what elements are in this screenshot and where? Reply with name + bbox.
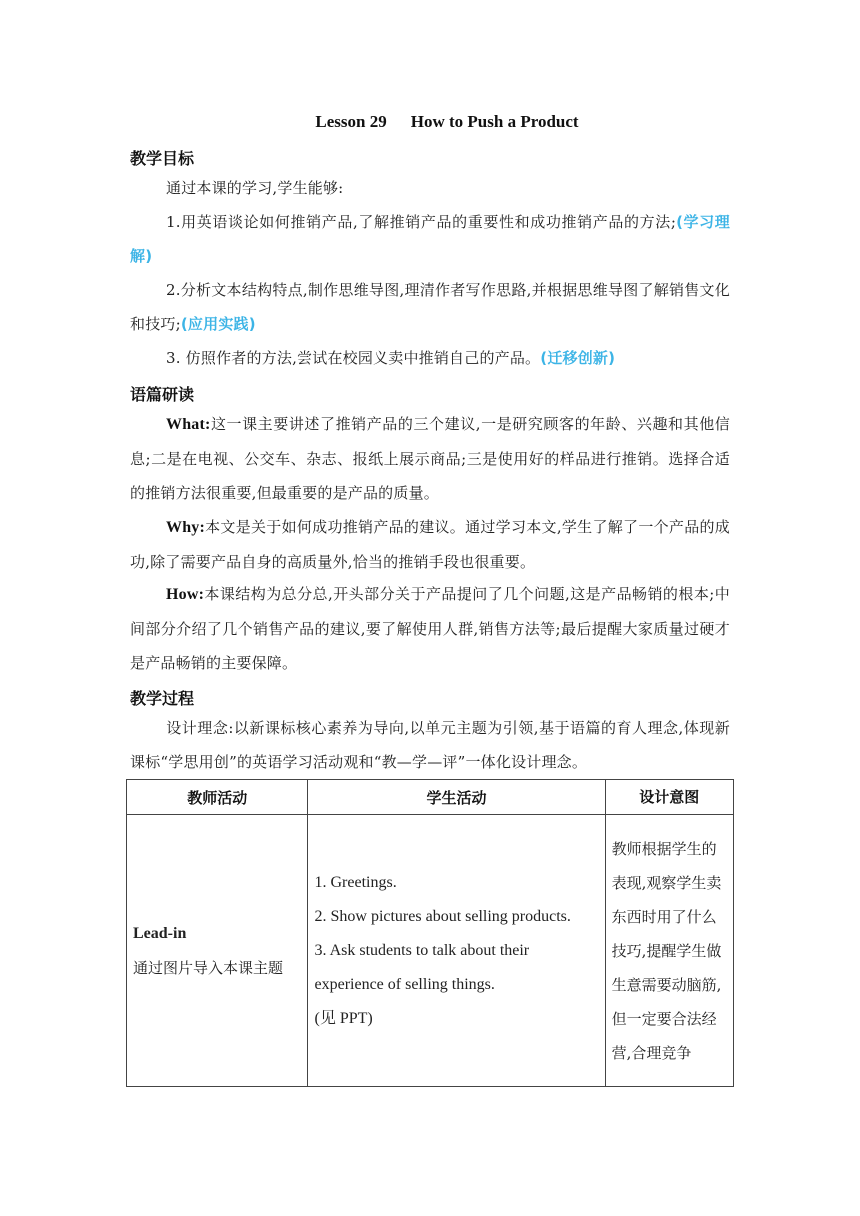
header-intent: 设计意图 xyxy=(605,780,733,815)
lesson-number: Lesson 29 xyxy=(315,112,387,131)
why-paragraph xyxy=(130,510,730,579)
heading-objectives: 教学目标 xyxy=(130,149,195,168)
what-text: 这一课主要讲述了推销产品的三个建议,一是研究顾客的年龄、兴趣和其他信息;二是在电视、公交车、杂志、报纸上展示商品;三是使用好的样品进行推销。选择合适的推销方法很重要,但最重要的是产品的质量。 xyxy=(130,415,730,502)
objective-item-3-text: 3. 仿照作者的方法,尝试在校园义卖中推销自己的产品。 xyxy=(166,349,541,367)
objective-item-2-text: 2.分析文本结构特点,制作思维导图,理清作者写作思路,并根据思维导图了解销售文化和技巧; xyxy=(130,281,730,333)
objective-item-1-text: 1.用英语谈论如何推销产品,了解推销产品的重要性和成功推销产品的方法; xyxy=(166,213,677,231)
why-label: Why: xyxy=(166,519,206,536)
how-paragraph xyxy=(130,577,730,680)
lead-in-text: 通过图片导入本课主题 xyxy=(133,958,284,977)
student-activity-cell xyxy=(308,815,605,1087)
design-intent-cell: 教师根据学生的表现,观察学生卖东西时用了什么技巧,提醒学生做生意需要动脑筋,但一定要合法经营,合理竞争 xyxy=(605,815,733,1087)
process-intro-text: 设计理念:以新课标核心素养为导向,以单元主题为引领,基于语篇的育人理念,体现新课标“学思用创”的英语学习活动观和“教—学—评”一体化设计理念。 xyxy=(130,719,730,771)
lesson-name: How to Push a Product xyxy=(410,112,579,131)
teacher-activity-cell xyxy=(127,815,308,1087)
objective-item-1 xyxy=(130,205,730,273)
what-label: What: xyxy=(166,416,211,433)
how-text: 本课结构为总分总,开头部分关于产品提问了几个问题,这是产品畅销的根本;中间部分介绍了几个销售产品的建议,要了解使用人群,销售方法等;最后提醒大家质量过硬才是产品畅销的主要保障。 xyxy=(130,585,730,672)
header-student: 学生活动 xyxy=(308,780,605,815)
objective-item-2-tag: (应用实践) xyxy=(180,315,256,333)
table-row xyxy=(127,815,734,1087)
objective-item-1-tag: (学习理解) xyxy=(130,213,731,265)
lesson-title xyxy=(0,112,860,132)
process-intro xyxy=(130,711,730,779)
how-label: How: xyxy=(166,586,205,603)
heading-process: 教学过程 xyxy=(130,689,195,708)
student-line-4: (见 PPT) xyxy=(314,1009,373,1027)
what-paragraph xyxy=(130,407,730,510)
header-teacher: 教师活动 xyxy=(127,780,308,815)
heading-text-study: 语篇研读 xyxy=(130,385,195,404)
objective-item-3 xyxy=(130,341,730,375)
student-line-3: 3. Ask students to talk about their experience of selling things. xyxy=(314,941,530,993)
objectives-intro xyxy=(130,171,730,205)
objective-item-2 xyxy=(130,273,730,341)
student-line-1: 1. Greetings. xyxy=(314,873,397,891)
lead-in-title: Lead-in xyxy=(133,924,187,942)
student-line-2: 2. Show pictures about selling products. xyxy=(314,907,571,925)
why-text: 本文是关于如何成功推销产品的建议。通过学习本文,学生了解了一个产品的成功,除了需要产品自身的高质量外,恰当的推销手段也很重要。 xyxy=(130,518,730,571)
activity-table xyxy=(126,779,734,1087)
objective-item-3-tag: (迁移创新) xyxy=(540,349,616,367)
table-header-row xyxy=(127,780,734,815)
objectives-intro-text: 通过本课的学习,学生能够: xyxy=(166,179,344,197)
